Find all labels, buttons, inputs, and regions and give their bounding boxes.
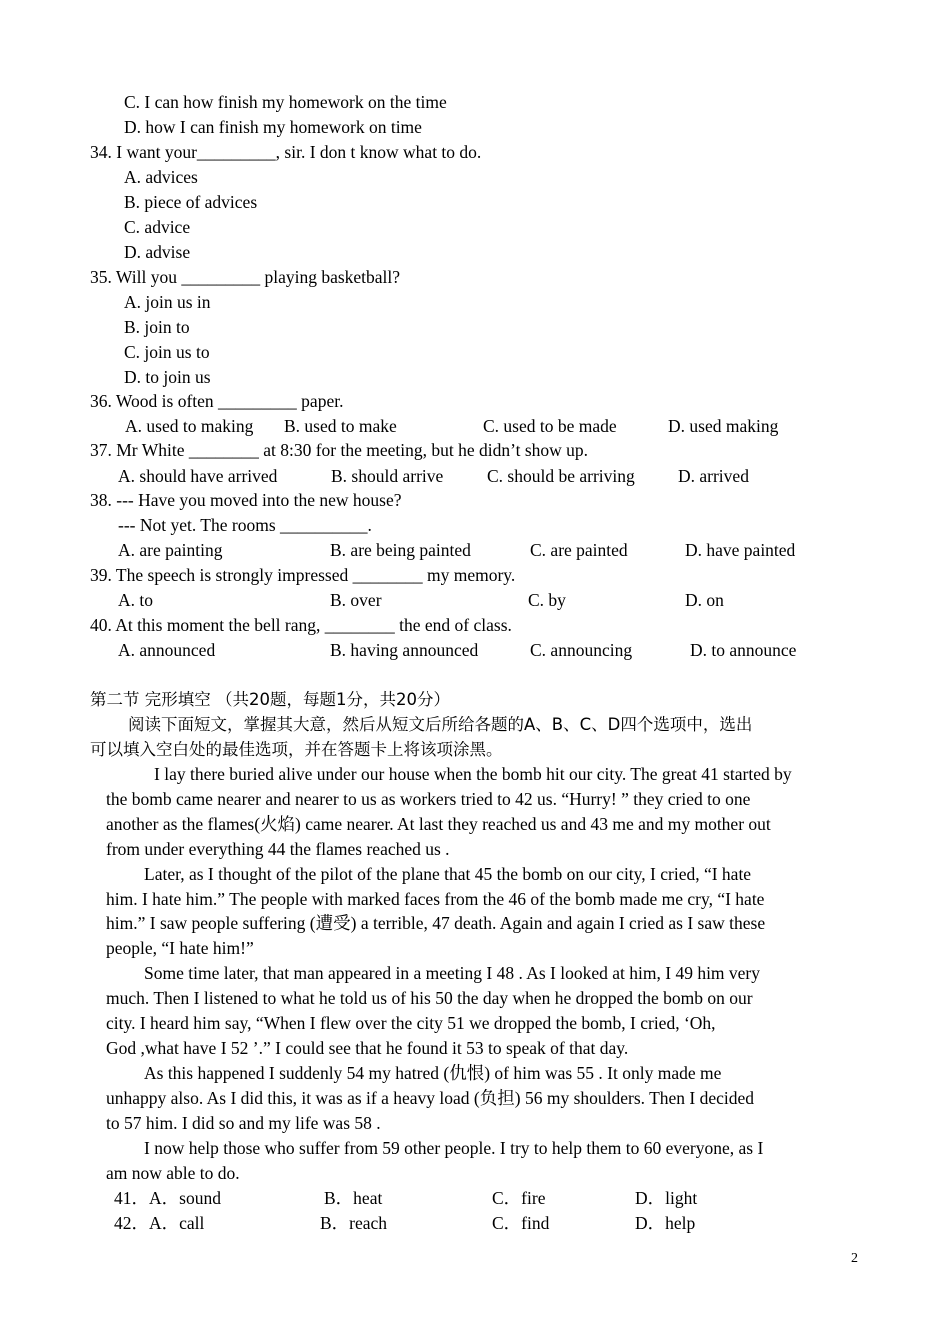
option-choice: A. announced xyxy=(118,640,216,660)
passage-line: As this happened I suddenly 54 my hatred (仇恨) of him was 55 . It only made me xyxy=(144,1063,722,1083)
option-choice: C. used to be made xyxy=(483,416,617,436)
question-line: B. piece of advices xyxy=(124,192,258,212)
question-line: D. to join us xyxy=(124,367,211,387)
option-choice: A. used to making xyxy=(125,416,254,436)
option-row xyxy=(0,588,950,612)
answer-row xyxy=(0,1211,950,1235)
question-line: A. join us in xyxy=(124,292,211,312)
question-line: 39. The speech is strongly impressed ________ my memory. xyxy=(90,565,516,585)
passage-line: to 57 him. I did so and my life was 58 . xyxy=(106,1113,381,1133)
passage-line: Later, as I thought of the pilot of the plane that 45 the bomb on our city, I cried, “I hate xyxy=(144,864,752,884)
option-choice: D. to announce xyxy=(690,640,797,660)
option-choice: B. should arrive xyxy=(331,466,444,486)
question-line: 34. I want your_________, sir. I don t know what to do. xyxy=(90,142,482,162)
answer-row xyxy=(0,1186,950,1210)
passage-line: am now able to do. xyxy=(106,1163,240,1183)
passage-line: the bomb came nearer and nearer to us as workers tried to 42 us. “Hurry! ” they cried to one xyxy=(106,789,751,809)
option-row xyxy=(0,538,950,562)
question-line: 40. At this moment the bell rang, ________ the end of class. xyxy=(90,615,512,635)
question-line: D. advise xyxy=(124,242,191,262)
passage-line: God ,what have I 52 ’.” I could see that he found it 53 to speak of that day. xyxy=(106,1038,629,1058)
option-choice: B. used to make xyxy=(284,416,397,436)
question-line: C. I can how finish my homework on the time xyxy=(124,92,447,112)
passage-line: another as the flames(火焰) came nearer. At last they reached us and 43 me and my mother out xyxy=(106,814,771,834)
question-line: B. join to xyxy=(124,317,190,337)
option-choice: B．reach xyxy=(320,1213,388,1233)
option-choice: C. should be arriving xyxy=(487,466,635,486)
question-line: 37. Mr White ________ at 8:30 for the meeting, but he didn’t show up. xyxy=(90,440,589,460)
option-choice: B. are being painted xyxy=(330,540,471,560)
option-choice: C. announcing xyxy=(530,640,633,660)
option-row xyxy=(0,414,950,438)
passage-line: I lay there buried alive under our house when the bomb hit our city. The great 41 started by xyxy=(154,764,792,784)
question-line: D. how I can finish my homework on time xyxy=(124,117,422,137)
option-choice: B. having announced xyxy=(330,640,479,660)
option-choice: A. should have arrived xyxy=(118,466,278,486)
option-choice: C．find xyxy=(492,1213,550,1233)
page-number: 2 xyxy=(851,1251,858,1266)
passage-line: people, “I hate him!” xyxy=(106,938,254,958)
question-line: A. advices xyxy=(124,167,198,187)
option-choice: A. to xyxy=(118,590,153,610)
question-line: C. join us to xyxy=(124,342,210,362)
section-title: 第二节 完形填空 （共20题，每题1分，共20分） xyxy=(90,690,450,709)
passage-line: him. I hate him.” The people with marked faces from the 46 of the bomb made me cry, “I hate xyxy=(106,889,765,909)
option-choice: D. arrived xyxy=(678,466,749,486)
option-choice: C．fire xyxy=(492,1188,546,1208)
option-choice: B. over xyxy=(330,590,382,610)
question-line: 38. --- Have you moved into the new house? xyxy=(90,490,402,510)
section-instruction-line-1: 阅读下面短文，掌握其大意，然后从短文后所给各题的A、B、C、D四个选项中，选出 xyxy=(128,715,753,734)
passage-line: from under everything 44 the flames reached us . xyxy=(106,839,450,859)
passage-line: much. Then I listened to what he told us of his 50 the day when he dropped the bomb on our xyxy=(106,988,753,1008)
option-choice: D．help xyxy=(635,1213,696,1233)
passage-line: him.” I saw people suffering (遭受) a terrible, 47 death. Again and again I cried as I saw these xyxy=(106,913,766,933)
option-choice: C. are painted xyxy=(530,540,628,560)
section-instruction-line-2: 可以填入空白处的最佳选项，并在答题卡上将该项涂黑。 xyxy=(90,740,503,759)
option-choice: D．light xyxy=(635,1188,698,1208)
question-line: 35. Will you _________ playing basketball? xyxy=(90,267,401,287)
question-line: 36. Wood is often _________ paper. xyxy=(90,391,344,411)
option-choice: D. on xyxy=(685,590,724,610)
passage-line: unhappy also. As I did this, it was as if a heavy load (负担) 56 my shoulders. Then I decided xyxy=(106,1088,755,1108)
option-choice: A. are painting xyxy=(118,540,223,560)
option-row xyxy=(0,464,950,488)
option-row xyxy=(0,638,950,662)
option-choice: B．heat xyxy=(324,1188,383,1208)
option-choice: C. by xyxy=(528,590,566,610)
option-choice: 41．A．sound xyxy=(114,1188,221,1208)
question-line: C. advice xyxy=(124,217,191,237)
question-line: --- Not yet. The rooms __________. xyxy=(118,515,372,535)
passage-line: I now help those who suffer from 59 other people. I try to help them to 60 everyone, as I xyxy=(144,1138,764,1158)
option-choice: D. have painted xyxy=(685,540,796,560)
passage-line: Some time later, that man appeared in a meeting I 48 . As I looked at him, I 49 him very xyxy=(144,963,761,983)
option-choice: D. used making xyxy=(668,416,779,436)
option-choice: 42．A．call xyxy=(114,1213,205,1233)
passage-line: city. I heard him say, “When I flew over the city 51 we dropped the bomb, I cried, ‘Oh, xyxy=(106,1013,716,1033)
